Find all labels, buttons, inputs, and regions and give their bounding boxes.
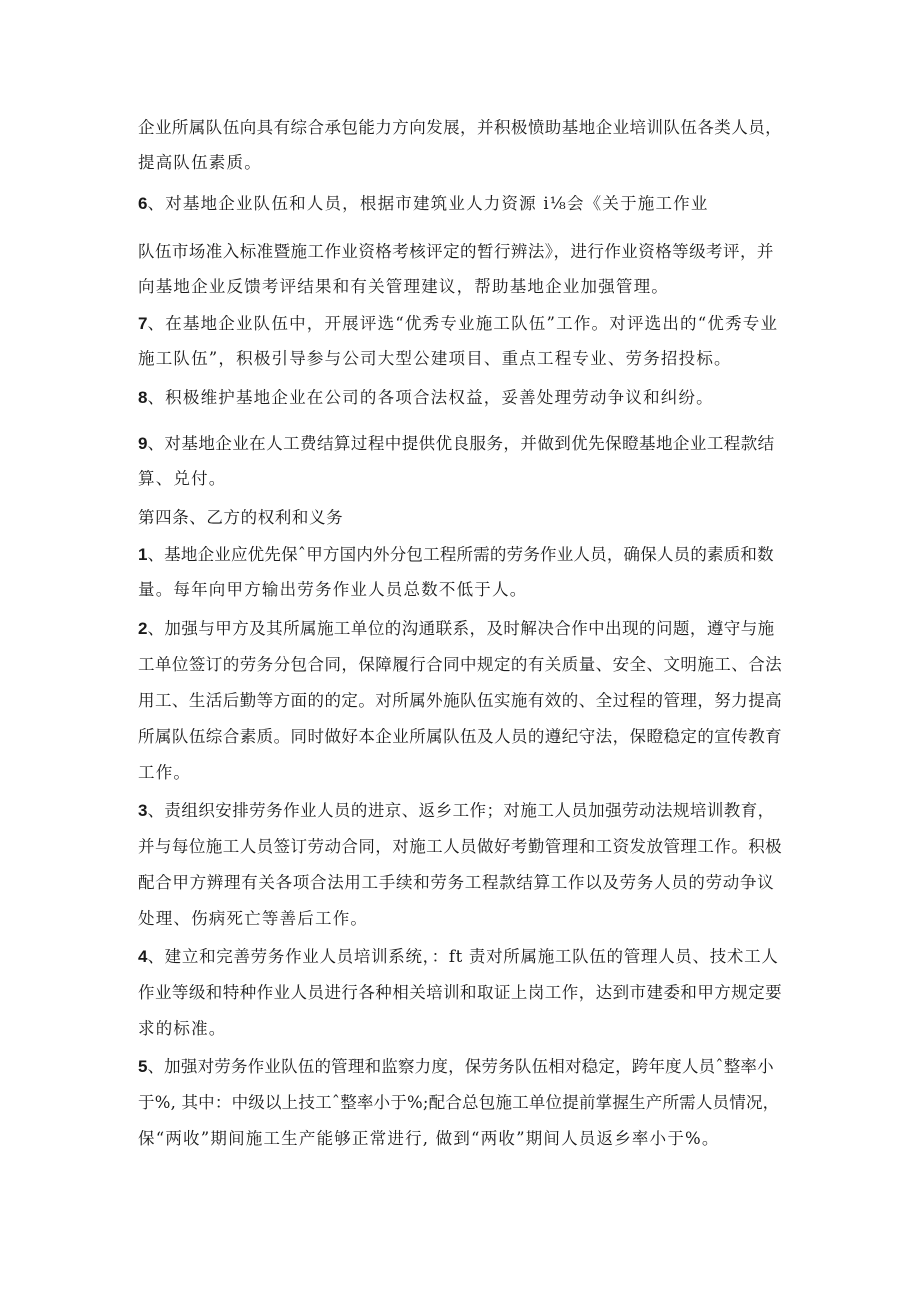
text-line: 工作。 <box>138 763 192 782</box>
text-line: 所属队伍综合素质。同时做好本企业所属队伍及人员的遵纪守法，保瞪稳定的宣传教育 <box>138 727 783 746</box>
text-line: 算、兑付。 <box>138 469 227 488</box>
item-7-line: 7、在基地企业队伍中，开展评选“优秀专业施工队伍”工作。对评选出的“优秀专业 <box>138 314 779 333</box>
text-line: 于%, 其中：中级以上技工ˆ整率小于%;配合总包施工单位提前掌握生产所需人员情况， <box>138 1093 780 1112</box>
text-line: 量。每年向甲方输出劳务作业人员总数不低于人。 <box>138 580 528 599</box>
text-line: 向基地企业反馈考评结果和有关管理建议，帮助基地企业加强管理。 <box>138 277 669 296</box>
item-2-line: 2、加强与甲方及其所属施工单位的沟通联系，及时解决合作中出现的问题，遵守与施 <box>138 619 775 638</box>
section-heading: 第四条、乙方的权利和义务 <box>138 508 344 527</box>
text-line: 并与每位施工人员签订劳动合同，对施工人员做好考勤管理和工资发放管理工作。积极 <box>138 837 783 856</box>
item-8-line: 8、积极维护基地企业在公司的各项合法权益，妥善处理劳动争议和纠纷。 <box>138 388 714 407</box>
item-9-line: 9、对基地企业在人工费结算过程中提供优良服务，并做到优先保瞪基地企业工程款结 <box>138 434 775 453</box>
text-line: 施工队伍”，积极引导参与公司大型公建项目、重点工程专业、劳务招投标。 <box>138 349 732 368</box>
text-line: 保“两收”期间施工生产能够正常进行, 做到“两收”期间人员返乡率小于%。 <box>138 1129 720 1148</box>
item-1-line: 1、基地企业应优先保ˆ甲方国内外分包工程所需的劳务作业人员，确保人员的素质和数 <box>138 545 774 564</box>
item-4-line: 4、建立和完善劳务作业人员培训系统，：ft 责对所属施工队伍的管理人员、技术工人 <box>138 947 779 966</box>
text-line: 企业所属队伍向具有综合承包能力方向发展，并积极愤助基地企业培训队伍各类人员， <box>138 118 783 137</box>
text-line: 配合甲方辨理有关各项合法用工手续和劳务工程款结算工作以及劳务人员的劳动争议 <box>138 873 775 892</box>
item-3-line: 3、责组织安排劳务作业人员的进京、返乡工作；对施工人员加强劳动法规培训教育， <box>138 801 775 820</box>
text-line: 工单位签订的劳务分包合同，保障履行合同中规定的有关质量、安全、文明施工、合法 <box>138 655 783 674</box>
text-line: 提高队伍素质。 <box>138 153 262 172</box>
item-5-line: 5、加强对劳务作业队伍的管理和监察力度，保劳务队伍相对稳定，跨年度人员ˆ整率小 <box>138 1057 774 1076</box>
text-line: 作业等级和特种作业人员进行各种相关培训和取证上岗工作，达到市建委和甲方规定要 <box>138 983 783 1002</box>
text-line: 处理、伤病死亡等善后工作。 <box>138 909 369 928</box>
text-line: 求的标准。 <box>138 1019 227 1038</box>
text-line: 用工、生活后勤等方面的的定。对所属外施队伍实施有效的、全过程的管理，努力提高 <box>138 691 783 710</box>
text-line: 队伍市场准入标准暨施工作业资格考核评定的暂行辨法》，进行作业资格等级考评，并 <box>138 242 774 261</box>
item-6-line: 6、对基地企业队伍和人员，根据市建筑业人力资源 i⅛会《关于施工作业 <box>138 194 709 213</box>
